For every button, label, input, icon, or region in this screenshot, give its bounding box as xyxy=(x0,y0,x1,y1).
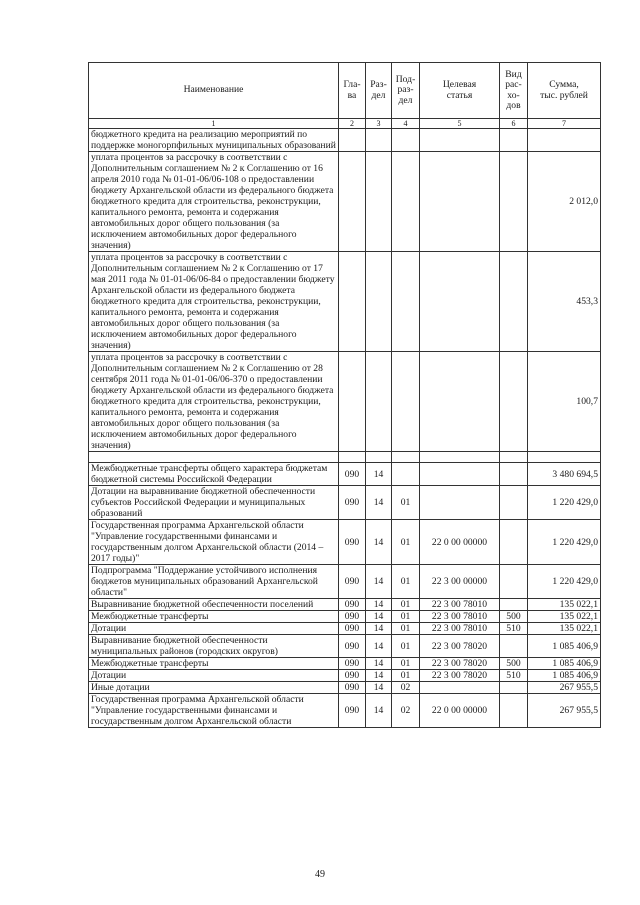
cell-name: Дотации xyxy=(89,623,339,635)
cell-vid xyxy=(500,252,528,352)
cell-razdel: 14 xyxy=(366,611,392,623)
cell-razdel xyxy=(366,152,392,252)
cell-target: 22 3 00 00000 xyxy=(420,565,500,599)
cell-razdel xyxy=(366,352,392,452)
table-row xyxy=(89,682,601,694)
cell-razdel: 14 xyxy=(366,486,392,520)
cell-target: 22 3 00 78020 xyxy=(420,658,500,670)
cell-podrazdel xyxy=(392,129,420,152)
cell-target xyxy=(420,486,500,520)
cell-razdel: 14 xyxy=(366,520,392,565)
cell-vid: 510 xyxy=(500,670,528,682)
cell-razdel: 14 xyxy=(366,599,392,611)
header-podrazdel: Под- раз- дел xyxy=(392,63,420,119)
cell-podrazdel: 01 xyxy=(392,635,420,658)
cell-vid xyxy=(500,152,528,252)
table-row xyxy=(89,352,601,452)
cell-podrazdel: 01 xyxy=(392,599,420,611)
cell-vid: 510 xyxy=(500,623,528,635)
cell-sum: 135 022,1 xyxy=(528,623,601,635)
column-number: 4 xyxy=(392,119,420,129)
table-header xyxy=(89,63,601,129)
table-row xyxy=(89,452,601,463)
column-number: 6 xyxy=(500,119,528,129)
cell-name: Межбюджетные трансферты общего характера бюджетам бюджетной системы Российской Федерации xyxy=(89,463,339,486)
cell-name xyxy=(89,452,339,463)
table-row xyxy=(89,623,601,635)
column-number: 2 xyxy=(339,119,366,129)
cell-sum: 135 022,1 xyxy=(528,599,601,611)
cell-podrazdel xyxy=(392,152,420,252)
cell-razdel xyxy=(366,452,392,463)
cell-podrazdel xyxy=(392,252,420,352)
cell-razdel xyxy=(366,252,392,352)
cell-target: 22 3 00 78010 xyxy=(420,623,500,635)
cell-name: уплата процентов за рассрочку в соответствии с Дополнительным соглашением № 2 к Соглашению от 16 апреля 2010 года № 01-01-06/06-108 о предоставлении бюджету Архангельской области из федерального бюджета бюджетного кредита для строительства, реконструкции, капитального ремонта, ремонта и содержания автомобильных дорог общего пользования (за исключением автомобильных дорог федерального значения) xyxy=(89,152,339,252)
cell-name: Подпрограмма "Поддержание устойчивого исполнения бюджетов муниципальных образований Архангельской области" xyxy=(89,565,339,599)
cell-target xyxy=(420,452,500,463)
cell-name: Межбюджетные трансферты xyxy=(89,658,339,670)
cell-glava: 090 xyxy=(339,611,366,623)
cell-razdel: 14 xyxy=(366,658,392,670)
budget-table xyxy=(88,62,601,728)
table-row xyxy=(89,658,601,670)
cell-target: 22 3 00 78010 xyxy=(420,611,500,623)
cell-target xyxy=(420,252,500,352)
cell-target xyxy=(420,129,500,152)
cell-glava: 090 xyxy=(339,463,366,486)
cell-vid xyxy=(500,635,528,658)
cell-sum: 453,3 xyxy=(528,252,601,352)
cell-name: Выравнивание бюджетной обеспеченности муниципальных районов (городских округов) xyxy=(89,635,339,658)
cell-target xyxy=(420,463,500,486)
cell-vid: 500 xyxy=(500,611,528,623)
cell-sum: 135 022,1 xyxy=(528,611,601,623)
cell-razdel: 14 xyxy=(366,670,392,682)
cell-vid xyxy=(500,352,528,452)
cell-podrazdel: 01 xyxy=(392,520,420,565)
cell-glava: 090 xyxy=(339,658,366,670)
cell-target: 22 0 00 00000 xyxy=(420,520,500,565)
cell-podrazdel: 02 xyxy=(392,682,420,694)
cell-glava: 090 xyxy=(339,682,366,694)
header-vid: Вид рас- хо- дов xyxy=(500,63,528,119)
table-body xyxy=(89,129,601,728)
table-row xyxy=(89,129,601,152)
column-number: 1 xyxy=(89,119,339,129)
table-row xyxy=(89,670,601,682)
header-razdel: Раз- дел xyxy=(366,63,392,119)
cell-name: Межбюджетные трансферты xyxy=(89,611,339,623)
cell-target: 22 3 00 78010 xyxy=(420,599,500,611)
header-glava: Гла- ва xyxy=(339,63,366,119)
cell-podrazdel xyxy=(392,352,420,452)
table-row xyxy=(89,486,601,520)
cell-podrazdel: 01 xyxy=(392,623,420,635)
cell-glava xyxy=(339,152,366,252)
cell-vid: 500 xyxy=(500,658,528,670)
cell-razdel: 14 xyxy=(366,635,392,658)
table-row xyxy=(89,463,601,486)
cell-razdel: 14 xyxy=(366,565,392,599)
page-number: 49 xyxy=(315,869,325,880)
cell-podrazdel xyxy=(392,463,420,486)
cell-target: 22 0 00 00000 xyxy=(420,694,500,728)
cell-razdel xyxy=(366,129,392,152)
cell-target: 22 3 00 78020 xyxy=(420,670,500,682)
header-name: Наименование xyxy=(89,63,339,119)
column-number: 5 xyxy=(420,119,500,129)
cell-target: 22 3 00 78020 xyxy=(420,635,500,658)
cell-name: Дотации на выравнивание бюджетной обеспеченности субъектов Российской Федерации и муниципальных образований xyxy=(89,486,339,520)
cell-sum: 1 085 406,9 xyxy=(528,658,601,670)
cell-glava xyxy=(339,452,366,463)
cell-glava: 090 xyxy=(339,694,366,728)
cell-razdel: 14 xyxy=(366,463,392,486)
table-row xyxy=(89,599,601,611)
cell-vid xyxy=(500,452,528,463)
cell-glava xyxy=(339,352,366,452)
table-row xyxy=(89,635,601,658)
cell-vid xyxy=(500,520,528,565)
table-row xyxy=(89,520,601,565)
cell-sum: 2 012,0 xyxy=(528,152,601,252)
header-sum: Сумма, тыс. рублей xyxy=(528,63,601,119)
cell-name: Иные дотации xyxy=(89,682,339,694)
cell-sum: 1 220 429,0 xyxy=(528,565,601,599)
cell-glava: 090 xyxy=(339,565,366,599)
cell-podrazdel: 01 xyxy=(392,611,420,623)
cell-glava: 090 xyxy=(339,635,366,658)
header-target: Целевая статья xyxy=(420,63,500,119)
cell-podrazdel: 02 xyxy=(392,694,420,728)
cell-target xyxy=(420,352,500,452)
cell-sum: 267 955,5 xyxy=(528,682,601,694)
cell-glava: 090 xyxy=(339,520,366,565)
cell-podrazdel: 01 xyxy=(392,658,420,670)
table-row xyxy=(89,565,601,599)
cell-name: Выравнивание бюджетной обеспеченности поселений xyxy=(89,599,339,611)
table-row xyxy=(89,611,601,623)
cell-sum: 100,7 xyxy=(528,352,601,452)
cell-glava: 090 xyxy=(339,486,366,520)
cell-sum xyxy=(528,452,601,463)
cell-sum: 3 480 694,5 xyxy=(528,463,601,486)
cell-glava xyxy=(339,252,366,352)
cell-podrazdel xyxy=(392,452,420,463)
cell-vid xyxy=(500,129,528,152)
cell-sum: 267 955,5 xyxy=(528,694,601,728)
cell-vid xyxy=(500,463,528,486)
cell-name: Дотации xyxy=(89,670,339,682)
cell-podrazdel: 01 xyxy=(392,486,420,520)
cell-vid xyxy=(500,565,528,599)
cell-razdel: 14 xyxy=(366,694,392,728)
cell-glava: 090 xyxy=(339,623,366,635)
cell-podrazdel: 01 xyxy=(392,670,420,682)
cell-sum: 1 085 406,9 xyxy=(528,635,601,658)
cell-sum: 1 085 406,9 xyxy=(528,670,601,682)
cell-vid xyxy=(500,694,528,728)
cell-vid xyxy=(500,682,528,694)
cell-name: уплата процентов за рассрочку в соответствии с Дополнительным соглашением № 2 к Соглашению от 28 сентября 2011 года № 01-01-06/06-370 о предоставлении бюджету Архангельской области из федерального бюджета бюджетного кредита для строительства, реконструкции, капитального ремонта, ремонта и содержания автомобильных дорог общего пользования (за исключением автомобильных дорог федерального значения) xyxy=(89,352,339,452)
cell-glava xyxy=(339,129,366,152)
column-number: 7 xyxy=(528,119,601,129)
table-row xyxy=(89,694,601,728)
cell-name: бюджетного кредита на реализацию мероприятий по поддержке моногорпфильных муниципальных образований xyxy=(89,129,339,152)
cell-vid xyxy=(500,486,528,520)
cell-vid xyxy=(500,599,528,611)
cell-sum xyxy=(528,129,601,152)
cell-glava: 090 xyxy=(339,670,366,682)
cell-name: Государственная программа Архангельской области "Управление государственными финансами и государственным долгом Архангельской области xyxy=(89,694,339,728)
cell-sum: 1 220 429,0 xyxy=(528,520,601,565)
cell-name: Государственная программа Архангельской области "Управление государственными финансами и государственным долгом Архангельской области (2014 – 2017 годы)" xyxy=(89,520,339,565)
cell-target xyxy=(420,152,500,252)
cell-razdel: 14 xyxy=(366,682,392,694)
cell-target xyxy=(420,682,500,694)
cell-podrazdel: 01 xyxy=(392,565,420,599)
table-row xyxy=(89,152,601,252)
cell-glava: 090 xyxy=(339,599,366,611)
cell-name: уплата процентов за рассрочку в соответствии с Дополнительным соглашением № 2 к Соглашению от 17 мая 2011 года № 01-01-06/06-84 о предоставлении бюджету Архангельской области из федерального бюджета бюджетного кредита для строительства, реконструкции, капитального ремонта, ремонта и содержания автомобильных дорог общего пользования (за исключением автомобильных дорог федерального значения) xyxy=(89,252,339,352)
cell-razdel: 14 xyxy=(366,623,392,635)
column-number: 3 xyxy=(366,119,392,129)
cell-sum: 1 220 429,0 xyxy=(528,486,601,520)
table-row xyxy=(89,252,601,352)
